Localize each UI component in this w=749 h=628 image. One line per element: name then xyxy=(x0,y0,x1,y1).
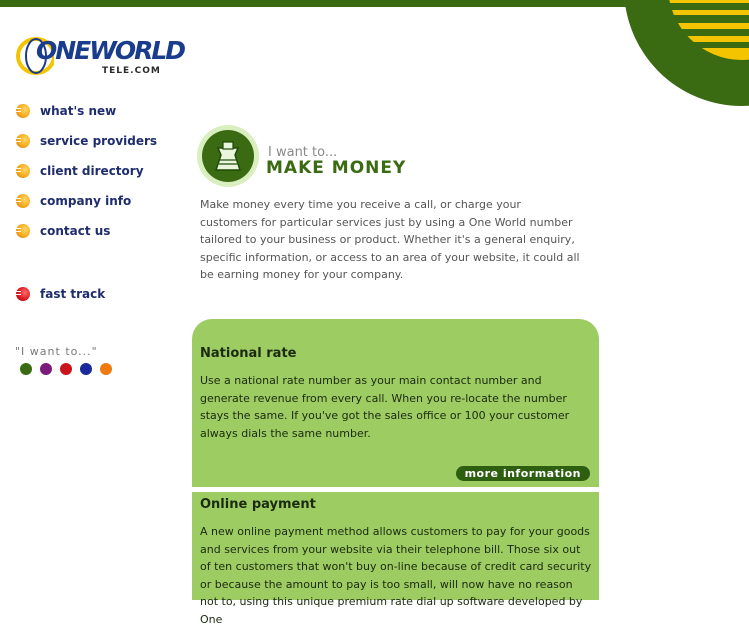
nav-client-directory[interactable] xyxy=(16,164,144,178)
swatch-orange[interactable] xyxy=(100,363,112,375)
nav-contact-us[interactable] xyxy=(16,224,110,238)
orange-ball-icon xyxy=(16,104,30,118)
intro-paragraph: Make money every time you receive a call, or charge your customers for particular services just by using a One World number tailored to your business or product. Whether it's a general enquiry, specific information, or access to an area of your website, it could all be earning money for your company. xyxy=(200,198,580,281)
corner-sun-graphic xyxy=(620,0,749,106)
logo-wordmark: ONEWORLD xyxy=(36,36,185,65)
orange-ball-icon xyxy=(16,164,30,178)
nav-whats-new[interactable] xyxy=(16,104,116,118)
nav-service-providers[interactable] xyxy=(16,134,157,148)
nav-label: company info xyxy=(40,194,132,208)
i-want-to-label: "I want to..." xyxy=(15,345,98,358)
money-bag-icon xyxy=(196,124,260,188)
card-body: A new online payment method allows customers to pay for your goods and services from your website via their telephone bill. Those six out of ten customers that won't buy on-line because of credit card security or because the amount to pay is too small, will now have no reason not to, using this unique premium rate dial up software developed by One xyxy=(200,525,592,626)
swatch-purple[interactable] xyxy=(40,363,52,375)
nav-fast-track[interactable] xyxy=(16,287,105,301)
card-title: National rate xyxy=(200,346,297,361)
card-online-payment xyxy=(192,492,599,626)
orange-ball-icon xyxy=(16,134,30,148)
swatch-red[interactable] xyxy=(60,363,72,375)
more-information-button[interactable]: more information xyxy=(456,466,590,481)
nav-label: contact us xyxy=(40,224,111,238)
oneworld-logo[interactable] xyxy=(14,26,185,82)
logo-subtext: TELE.COM xyxy=(102,66,161,76)
card-title: Online payment xyxy=(200,497,316,512)
card-body: Use a national rate number as your main contact number and generate revenue from every call. When you re-locate the number stays the same. If you've got the sales office or 100 your customer always dials the same number. xyxy=(200,374,570,440)
nav-company-info[interactable] xyxy=(16,194,131,208)
hero-subheading: I want to... xyxy=(268,145,338,160)
red-ball-icon xyxy=(16,287,30,301)
orange-ball-icon xyxy=(16,224,30,238)
orange-ball-icon xyxy=(16,194,30,208)
page-title: MAKE MONEY xyxy=(266,158,407,178)
i-want-to-swatches xyxy=(20,363,120,375)
nav-label: what's new xyxy=(40,104,117,118)
nav-label: service providers xyxy=(40,134,158,148)
swatch-blue[interactable] xyxy=(80,363,92,375)
nav-label: client directory xyxy=(40,164,144,178)
card-national-rate xyxy=(192,319,599,487)
swatch-green[interactable] xyxy=(20,363,32,375)
nav-label: fast track xyxy=(40,287,106,301)
